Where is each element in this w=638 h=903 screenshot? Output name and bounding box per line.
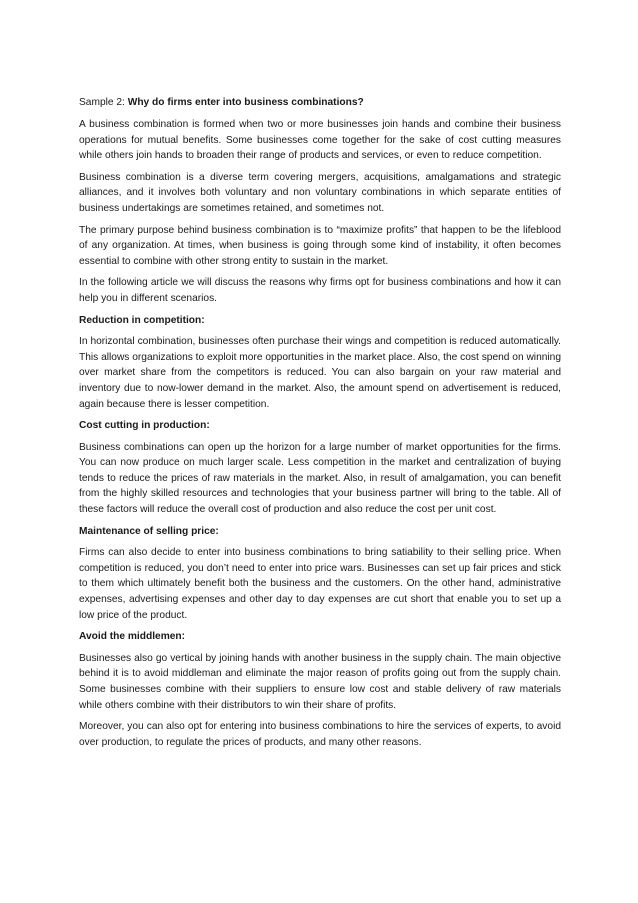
intro-paragraph-1: A business combination is formed when two or more businesses join hands and combine their business operations for mutual benefits. Some businesses come together for the sake of cost cutting measures while others join hands to broaden their range of products and services, or even to reduce competition.	[79, 119, 561, 162]
document-page	[79, 95, 561, 756]
section-heading-selling-price: Maintenance of selling price:	[79, 525, 219, 537]
intro-paragraph-4: In the following article we will discuss the reasons why firms opt for business combinations and how it can help you in different scenarios.	[79, 277, 561, 304]
section-heading-avoid-middlemen: Avoid the middlemen:	[79, 631, 186, 643]
section-body-cost-cutting: Business combinations can open up the horizon for a large number of market opportunities for the firms. You can now produce on much larger scale. Less competition in the market and centralization of buying tends to reduce the prices of raw materials in the market. Also, in result of amalgamation, you can benefit from the highly skilled resources and technologies that your business partner will bring to the table. All of these factors will reduce the overall cost of production and also reduce the cost per unit cost.	[79, 441, 561, 516]
document-title	[79, 95, 561, 111]
title-prefix: Sample 2:	[79, 97, 128, 108]
section-heading-reduction-in-competition: Reduction in competition:	[79, 314, 205, 326]
closing-paragraph: Moreover, you can also opt for entering into business combinations to hire the services of experts, to avoid over production, to regulate the prices of products, and many other reasons.	[79, 721, 561, 748]
intro-paragraph-2: Business combination is a diverse term covering mergers, acquisitions, amalgamations and strategic alliances, and it involves both voluntary and non voluntary combinations in which separate entities of business undertakings are sometimes retained, and sometimes not.	[79, 171, 561, 214]
intro-paragraph-3: The primary purpose behind business combination is to “maximize profits” that happen to be the lifeblood of any organization. At times, when business is going through some kind of instability, it often becomes essential to combine with other strong entity to sustain in the market.	[79, 224, 561, 267]
section-body-reduction-in-competition: In horizontal combination, businesses often purchase their wings and competition is reduced automatically. This allows organizations to exploit more opportunities in the market place. Also, the cost spend on winning over market share from the competitors is reduced. You can also bargain on your raw material and inventory due to now-lower demand in the market. Also, the amount spend on advertisement is reduced, again because there is lesser competition.	[79, 336, 561, 410]
section-heading-cost-cutting: Cost cutting in production:	[79, 420, 210, 432]
title-question: Why do firms enter into business combinations?	[127, 97, 364, 108]
section-body-avoid-middlemen: Businesses also go vertical by joining hands with another business in the supply chain. The main objective behind it is to avoid middleman and eliminate the major reason of profits going out from the supply chain. Some businesses combine with their suppliers to ensure low cost and stable delivery of raw materials while others combine with their distributors to win their share of profits.	[79, 652, 561, 711]
section-body-selling-price: Firms can also decide to enter into business combinations to bring satiability to their selling price. When competition is reduced, you don’t need to enter into price wars. Businesses can set up fair prices and stick to them which ultimately benefit both the business and the customers. On the other hand, administrative expenses, advertising expenses and other day to day expenses are cut short that enable you to set up a low price of the product.	[79, 547, 561, 621]
